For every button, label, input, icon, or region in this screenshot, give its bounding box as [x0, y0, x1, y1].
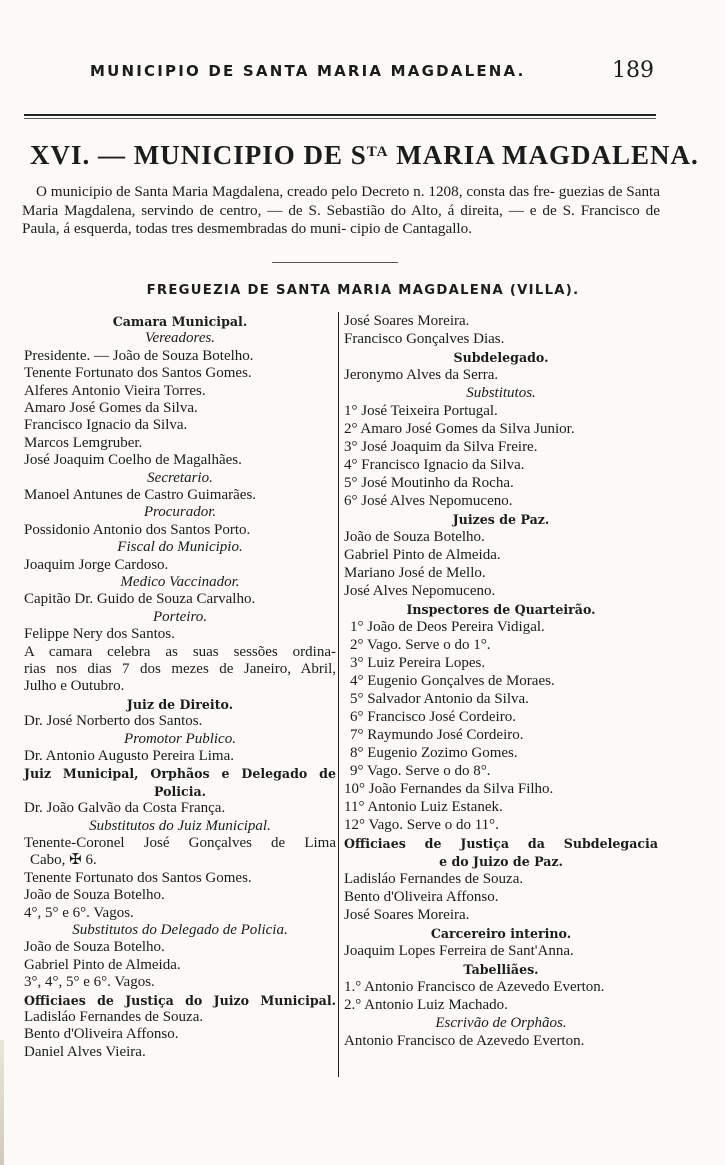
intro-line: direita, — e de S. Francisco de Paula, á esquerda, todas tres desmembradas do muni-	[22, 201, 660, 237]
left-line: Joaquim Jorge Cardoso.	[24, 556, 169, 573]
left-line: Tenente Fortunato dos Santos Gomes.	[24, 365, 252, 382]
intro-line: cipio de Cantagallo.	[350, 220, 473, 237]
right-line: 6° Francisco José Cordeiro.	[350, 709, 516, 725]
left-line: Policia.	[153, 783, 207, 799]
left-line: rias nos dias 7 dos mezes de Janeiro, Abril,	[24, 661, 336, 677]
right-line: José Soares Moreira.	[344, 907, 470, 923]
right-line: Juizes de Paz.	[452, 512, 550, 527]
right-line: Gabriel Pinto de Almeida.	[344, 547, 501, 563]
right-line: Subdelegado.	[453, 350, 549, 365]
right-line: 5° Salvador Antonio da Silva.	[350, 691, 529, 707]
left-line: Julho e Outubro.	[24, 678, 125, 695]
left-line: Porteiro.	[152, 608, 208, 625]
right-line: 7° Raymundo José Cordeiro.	[350, 727, 524, 743]
intro-line: guezias de Santa Maria Magdalena, servindo de centro, — de S. Sebastião do Alto, á	[22, 183, 661, 219]
left-line: Tenente Fortunato dos Santos Gomes.	[24, 869, 252, 886]
right-line: Ladisláo Fernandes de Souza.	[344, 871, 524, 887]
right-line: 3° Luiz Pereira Lopes.	[350, 655, 486, 671]
right-line: Antonio Francisco de Azevedo Everton.	[344, 1033, 585, 1049]
right-line: Escrivão de Orphãos.	[435, 1015, 567, 1031]
chapter-title-super: TA	[366, 144, 389, 160]
right-line: 1.° Antonio Francisco de Azevedo Everton.	[344, 979, 605, 995]
left-column	[24, 313, 336, 1078]
right-line: Jeronymo Alves da Serra.	[344, 367, 499, 383]
section-title: FREGUEZIA DE SANTA MARIA MAGDALENA (VILLA).	[146, 283, 580, 298]
left-line: Gabriel Pinto de Almeida.	[24, 956, 181, 973]
right-line: 11° Antonio Luiz Estanek.	[344, 799, 503, 815]
left-line: Francisco Ignacio da Silva.	[24, 417, 188, 434]
right-line: e do Juizo de Paz.	[439, 854, 563, 869]
right-line: 6° José Alves Nepomuceno.	[344, 493, 513, 509]
right-column	[344, 313, 658, 1078]
right-line: 2° Vago. Serve o do 1°.	[350, 637, 491, 653]
left-line: Capitão Dr. Guido de Souza Carvalho.	[24, 591, 256, 608]
right-line: Inspectores de Quarteirão.	[406, 602, 596, 617]
left-line: Camara Municipal.	[112, 314, 248, 329]
right-line: 4° Francisco Ignacio da Silva.	[344, 457, 525, 473]
page-number: 189	[612, 58, 654, 83]
left-line: Manoel Antunes de Castro Guimarães.	[24, 487, 257, 503]
left-line: Dr. Antonio Augusto Pereira Lima.	[24, 748, 234, 764]
left-line: Substitutos do Juiz Municipal.	[89, 817, 271, 834]
left-line: Juiz Municipal, Orphãos e Delegado de	[24, 766, 336, 782]
left-line: Felippe Nery dos Santos.	[24, 626, 175, 643]
left-line: João de Souza Botelho.	[24, 887, 165, 904]
header-rule	[24, 114, 656, 116]
page-edge-shadow	[0, 1040, 4, 1165]
right-line: Mariano José de Mello.	[344, 565, 486, 581]
right-line: José Soares Moreira.	[344, 313, 470, 329]
intro-paragraph	[22, 183, 660, 239]
left-line: Medico Vaccinador.	[120, 574, 240, 590]
left-line: Daniel Alves Vieira.	[24, 1043, 146, 1060]
right-line: 5° José Moutinho da Rocha.	[344, 475, 514, 491]
right-line: Bento d'Oliveira Affonso.	[344, 889, 499, 905]
left-line: Fiscal do Municipio.	[117, 539, 243, 556]
left-line: Tenente-Coronel José Gonçalves de Lima	[24, 835, 336, 851]
left-line: Promotor Publico.	[124, 730, 236, 747]
left-line: José Joaquim Coelho de Magalhães.	[24, 452, 242, 469]
left-line: Possidonio Antonio dos Santos Porto.	[24, 521, 251, 538]
right-line: Substitutos.	[466, 385, 536, 401]
right-line: Tabelliães.	[463, 962, 539, 977]
right-line: José Alves Nepomuceno.	[344, 583, 496, 599]
left-line: Amaro José Gomes da Silva.	[24, 400, 198, 416]
right-line: João de Souza Botelho.	[344, 529, 485, 545]
right-line: 4° Eugenio Gonçalves de Moraes.	[350, 673, 555, 689]
left-line: 3°, 4°, 5° e 6°. Vagos.	[24, 974, 155, 991]
right-line: Francisco Gonçalves Dias.	[344, 331, 505, 347]
section-divider	[272, 262, 398, 263]
left-line: João de Souza Botelho.	[24, 939, 165, 956]
left-line: Officiaes de Justiça do Juizo Municipal.	[24, 992, 336, 1008]
chapter-title-suffix: MARIA MAGDALENA.	[388, 140, 699, 170]
right-line: 1° José Teixeira Portugal.	[344, 403, 498, 419]
left-line: A camara celebra as suas sessões ordina-	[24, 643, 336, 660]
left-line: Alferes Antonio Vieira Torres.	[24, 382, 206, 399]
left-line: Cabo, ✠ 6.	[30, 852, 97, 869]
chapter-title-prefix: XVI. — MUNICIPIO DE S	[30, 140, 367, 170]
left-line: Dr. João Galvão da Costa França.	[24, 800, 226, 817]
column-divider	[338, 312, 339, 1077]
left-line: Dr. José Norberto dos Santos.	[24, 713, 203, 730]
left-line: Marcos Lemgruber.	[24, 434, 143, 451]
header-rule-thin	[24, 118, 656, 119]
right-line: 2.° Antonio Luiz Machado.	[344, 997, 508, 1013]
left-line: Vereadores.	[144, 330, 216, 347]
page-header	[90, 58, 680, 88]
chapter-title	[30, 140, 699, 171]
right-line: 12° Vago. Serve o do 11°.	[344, 817, 499, 833]
running-head: MUNICIPIO DE SANTA MARIA MAGDALENA.	[90, 62, 526, 80]
right-line: Officiaes de Justiça da Subdelegacia	[344, 836, 658, 851]
right-line: Joaquim Lopes Ferreira de Sant'Anna.	[344, 943, 574, 959]
left-line: Substitutos do Delegado de Policia.	[72, 922, 288, 938]
right-line: 10° João Fernandes da Silva Filho.	[344, 781, 554, 797]
left-line: Secretario.	[147, 469, 213, 486]
right-line: Carcereiro interino.	[430, 926, 572, 941]
left-line: 4°, 5° e 6°. Vagos.	[24, 904, 134, 921]
left-line: Bento d'Oliveira Affonso.	[24, 1026, 179, 1043]
intro-line: O municipio de Santa Maria Magdalena, creado pelo Decreto n. 1208, consta das fre-	[36, 183, 555, 200]
left-line: Presidente. — João de Souza Botelho.	[24, 347, 254, 364]
right-line: 3° José Joaquim da Silva Freire.	[344, 439, 538, 455]
left-line: Juiz de Direito.	[126, 696, 234, 712]
left-line: Procurador.	[143, 504, 217, 521]
right-line: 9° Vago. Serve o do 8°.	[350, 763, 491, 779]
right-line: 1° João de Deos Pereira Vidigal.	[350, 619, 545, 635]
right-line: 8° Eugenio Zozimo Gomes.	[350, 745, 518, 761]
left-line: Ladisláo Fernandes de Souza.	[24, 1009, 204, 1025]
right-line: 2° Amaro José Gomes da Silva Junior.	[344, 421, 575, 437]
